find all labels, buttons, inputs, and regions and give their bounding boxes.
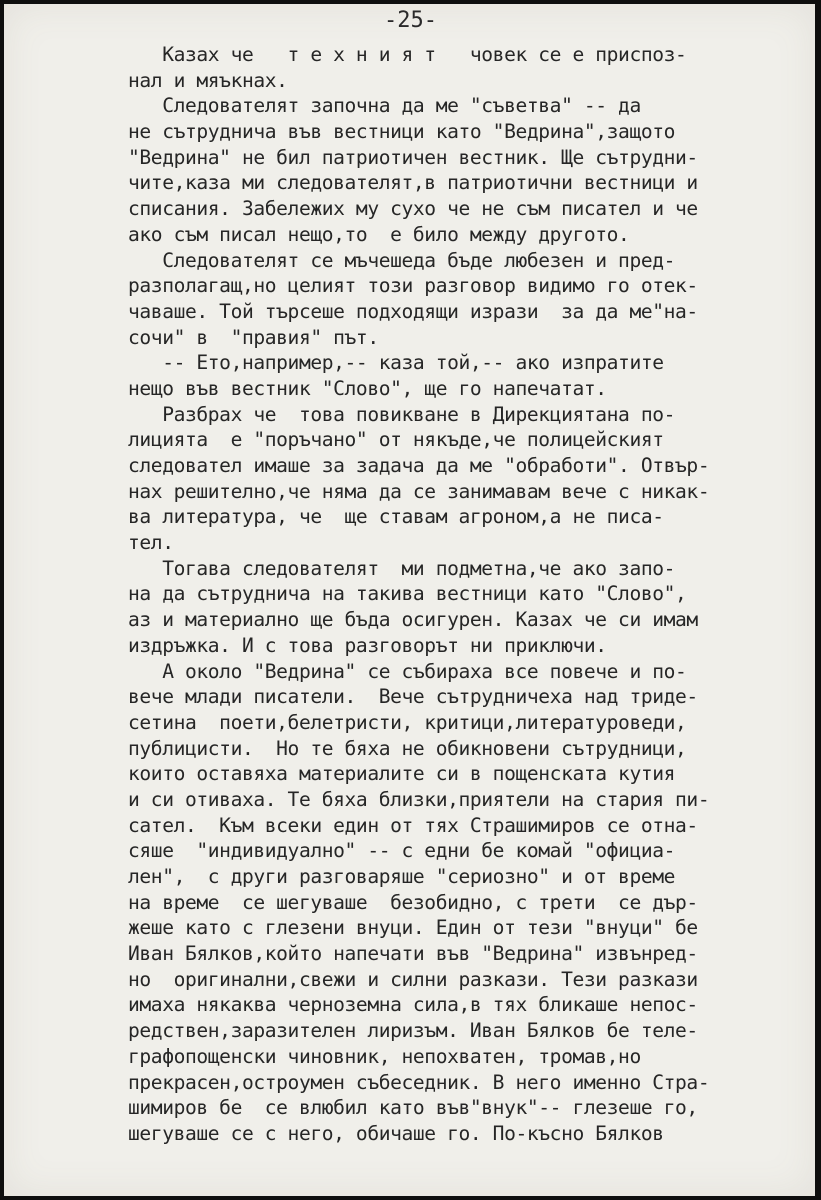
text-line: лицията е "поръчано" от някъде,че полицейският [128,428,664,452]
text-line: Разбрах че това повикване в Дирекциятана по- [128,402,676,426]
text-line: имаха някаква черноземна сила,в тях бликаше непос- [128,993,698,1017]
text-line: Следователят се мъчешеда бъде любезен и пред- [128,248,676,272]
text-line: нах решително,че няма да се занимавам вече с никак- [128,479,710,503]
text-line: лен", с други разговаряше "сериозно" и от време [128,865,676,888]
typed-text-body [128,42,808,1147]
text-line: ва литература, че ще ставам агроном,а не писа- [128,505,664,529]
text-line: нал и мяъкнах. [128,68,288,92]
text-line: и си отиваха. Те бяха близки,приятели на стария пи- [128,787,710,811]
text-line: които оставяха материалите си в пощенската кутия [128,762,676,786]
text-line: но оригинални,свежи и силни разкази. Тези разкази [128,967,698,991]
text-line: не сътруднича във вестници като "Ведрина",защото [128,120,676,144]
text-line: сетина поети,белетристи, критици,литературоведи, [128,710,687,734]
text-line: следовател имаше за задача да ме "обработи". Отвър- [128,454,710,477]
page-number: -25- [384,8,437,33]
text-line: сяше "индивидуално" -- с едни бе комай "официа- [128,839,676,863]
text-line: сочи" в "правия" път. [128,325,379,349]
text-line: А около "Ведрина" се събираха все повече и по- [128,659,687,683]
text-line: редствен,заразителен лиризъм. Иван Бялков бе теле- [128,1019,698,1043]
text-line: шимиров бе се влюбил като във"внук"-- глезеше го, [128,1096,698,1120]
text-line: прекрасен,остроумен събеседник. В него именно Стра- [128,1070,710,1094]
text-line: тел. [128,531,174,555]
text-line: разполагащ,но целият този разговор видимо го отек- [128,274,698,298]
text-line: аз и материално ще бъда осигурен. Казах че си имам [128,608,698,632]
text-line: шегуваше се с него, обичаше го. По-късно Бялков [128,1121,664,1145]
text-line: жеше като с глезени внуци. Един от тези "внуци" бе [128,916,698,940]
text-line: ако съм писал нещо,то е било между другото. [128,222,630,246]
text-line: Иван Бялков,който напечати във "Ведрина" извънред- [128,942,698,966]
text-line: Тогава следователят ми подметна,че ако запо- [128,556,676,580]
text-line: издръжка. И с това разговорът ни приключи. [128,633,607,657]
text-line: нещо във вестник "Слово", ще го напечатат. [128,376,607,400]
text-line: вече млади писатели. Вече сътрудничеха над триде- [128,685,698,709]
text-line: Следователят започна да ме "съветва" -- да [128,94,641,118]
text-line: сател. Към всеки един от тях Страшимиров се отна- [128,813,698,837]
text-line: чите,каза ми следователят,в патриотични вестници и [128,171,698,195]
text-line: графопощенски чиновник, непохватен, тромав,но [128,1044,641,1068]
text-line: Казах че т е х н и я т човек се е приспоз- [128,43,687,66]
text-line: чаваше. Той търсеше подходящи изрази за да ме"на- [128,299,698,323]
text-line: на време се шегуваше безобидно, с трети се дър- [128,890,698,914]
text-line: -- Ето,например,-- каза той,-- ако изпратите [128,351,664,375]
text-line: "Ведрина" не бил патриотичен вестник. Ще сътрудни- [128,145,698,169]
text-line: списания. Забележих му сухо че не съм писател и че [128,197,698,221]
text-line: публицисти. Но те бяха не обикновени сътрудници, [128,736,687,760]
text-line: на да сътруднича на такива вестници като "Слово", [128,582,687,606]
